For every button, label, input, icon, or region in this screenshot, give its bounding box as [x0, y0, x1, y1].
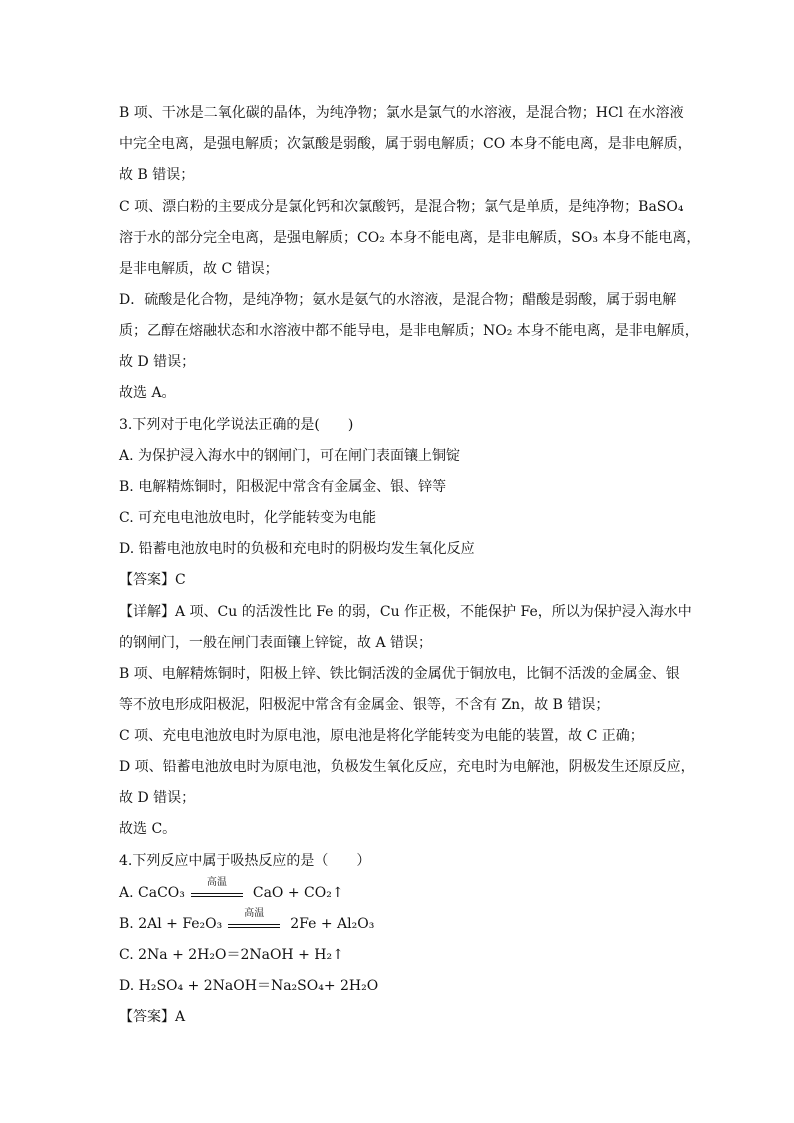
text-line: 质；乙醇在熔融状态和水溶液中都不能导电，是非电解质；NO₂ 本身不能电离，是非电解质， — [119, 323, 699, 339]
question-4-option-d: D. H₂SO₄ + 2NaOH＝Na₂SO₄+ 2H₂O — [119, 978, 379, 994]
option-a-products: CaO + CO₂↑ — [252, 885, 344, 901]
question-3-stem: 3.下列对于电化学说法正确的是( ) — [119, 417, 354, 433]
reaction-condition — [226, 908, 286, 933]
text-line: 是非电解质，故 C 错误； — [119, 261, 279, 277]
text-line: 中完全电离，是强电解质；次氯酸是弱酸，属于弱电解质；CO 本身不能电离，是非电解质， — [119, 136, 692, 152]
explanation-line: 故 D 错误； — [119, 790, 196, 806]
equals-bar-bottom — [228, 927, 280, 928]
question-3-option-d: D. 铅蓄电池放电时的负极和充电时的阴极均发生氧化反应 — [119, 541, 475, 557]
condition-label: 高温 — [206, 877, 227, 888]
equals-bar-top — [228, 924, 280, 925]
question-4-option-b — [119, 908, 375, 933]
reaction-condition — [189, 877, 249, 902]
option-b-reactants: B. 2Al + Fe₂O₃ — [119, 916, 223, 932]
text-line: B 项、干冰是二氧化碳的晶体，为纯净物；氯水是氯气的水溶液，是混合物；HCl 在水溶液 — [119, 105, 684, 121]
question-4-option-a — [119, 877, 344, 902]
explanation-line: 等不放电形成阳极泥，阳极泥中常含有金属金、银等，不含有 Zn，故 B 错误； — [119, 697, 610, 713]
equals-bar-top — [191, 893, 243, 894]
answer-label: 【答案】A — [119, 1009, 186, 1025]
text-line: D．硫酸是化合物，是纯净物；氨水是氨气的水溶液，是混合物；醋酸是弱酸，属于弱电解 — [119, 292, 677, 308]
question-3-option-b: B. 电解精炼铜时，阳极泥中常含有金属金、银、锌等 — [119, 479, 447, 495]
question-3-option-c: C. 可充电电池放电时，化学能转变为电能 — [119, 510, 377, 526]
text-line: 故 D 错误； — [119, 354, 196, 370]
text-line: 故选 A。 — [119, 385, 176, 401]
option-a-reactant: A. CaCO₃ — [119, 885, 185, 901]
condition-label: 高温 — [244, 908, 265, 919]
text-line: 溶于水的部分完全电离，是强电解质；CO₂ 本身不能电离，是非电解质，SO₃ 本身不能电离， — [119, 230, 701, 246]
text-line: 故 B 错误； — [119, 167, 195, 183]
explanation-line: B 项、电解精炼铜时，阳极上锌、铁比铜活泼的金属优于铜放电，比铜不活泼的金属金、银 — [119, 666, 680, 682]
answer-label: 【答案】C — [119, 572, 186, 588]
question-3-option-a: A. 为保护浸入海水中的钢闸门，可在闸门表面镶上铜锭 — [119, 448, 461, 464]
explanation-line: C 项、充电电池放电时为原电池，原电池是将化学能转变为电能的装置，故 C 正确； — [119, 728, 644, 744]
conclusion-line: 故选 C。 — [119, 821, 177, 837]
explanation-line: 的钢闸门，一般在闸门表面镶上锌锭，故 A 错误； — [119, 635, 433, 651]
text-line: C 项、漂白粉的主要成分是氯化钙和次氯酸钙，是混合物；氯气是单质，是纯净物；BaSO₄ — [119, 199, 684, 215]
option-b-products: 2Fe + Al₂O₃ — [290, 916, 375, 932]
question-4-option-c: C. 2Na + 2H₂O＝2NaOH + H₂↑ — [119, 947, 344, 963]
question-4-stem: 4.下列反应中属于吸热反应的是（ ） — [119, 853, 371, 869]
explanation-line: D 项、铅蓄电池放电时为原电池，负极发生氧化反应，充电时为电解池，阴极发生还原反应， — [119, 759, 695, 775]
equals-bar-bottom — [191, 896, 243, 897]
explanation-line: 【详解】A 项、Cu 的活泼性比 Fe 的弱，Cu 作正极，不能保护 Fe，所以为保护浸入海水中 — [119, 604, 692, 620]
